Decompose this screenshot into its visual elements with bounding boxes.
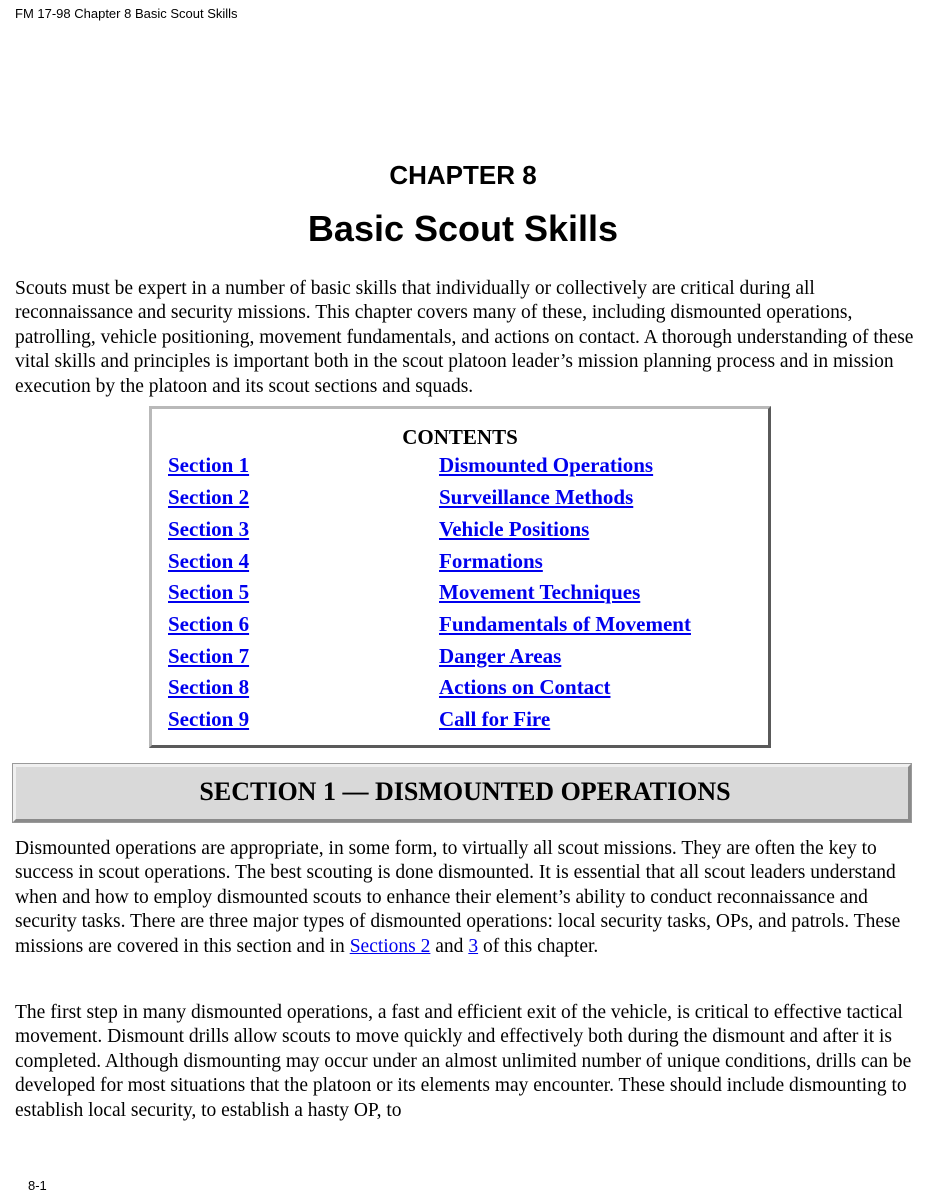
contents-row	[152, 644, 768, 674]
section-5-link[interactable]: Section 5	[168, 580, 250, 604]
danger-areas-link[interactable]: Danger Areas	[439, 644, 562, 668]
section-1-paragraph-1	[15, 837, 915, 959]
section-heading-band	[13, 764, 911, 822]
surveillance-methods-link[interactable]: Surveillance Methods	[439, 485, 634, 509]
paragraph-text: of this chapter.	[478, 935, 599, 957]
section-6-link[interactable]: Section 6	[168, 612, 250, 636]
section-7-link[interactable]: Section 7	[168, 644, 250, 668]
paragraph-text: and	[430, 935, 469, 957]
contents-row	[152, 517, 768, 547]
running-head: FM 17-98 Chapter 8 Basic Scout Skills	[15, 6, 238, 21]
contents-row	[152, 580, 768, 610]
section-8-link[interactable]: Section 8	[168, 675, 250, 699]
call-for-fire-link[interactable]: Call for Fire	[439, 707, 551, 731]
movement-techniques-link[interactable]: Movement Techniques	[439, 580, 641, 604]
formations-link[interactable]: Formations	[439, 549, 543, 573]
section-1-link[interactable]: Section 1	[168, 453, 250, 477]
contents-row	[152, 453, 768, 483]
vehicle-positions-link[interactable]: Vehicle Positions	[439, 517, 590, 541]
section-1-paragraph-2: The first step in many dismounted operations, a fast and efficient exit of the vehicle, is critical to effective tactical movement. Dismount drills allow scouts to move quickly and effectively both during the dismount and after it is completed. Although dismounting may occur under an almost unlimited number of unique conditions, drills can be developed for most situations that the platoon or its elements may encounter. These should include dismounting to establish local security, to establish a hasty OP, to	[15, 1002, 912, 1121]
chapter-label: CHAPTER 8	[389, 160, 537, 190]
section-3-link[interactable]: Section 3	[168, 517, 250, 541]
intro-paragraph: Scouts must be expert in a number of basic skills that individually or collectively are critical during all reconnaissance and security missions. This chapter covers many of these, including dismounted operations, patrolling, vehicle positioning, movement fundamentals, and actions on contact. A thorough understanding of these vital skills and principles is important both in the scout platoon leader’s mission planning process and in mission execution by the platoon and its scout sections and squads.	[15, 278, 914, 397]
section-4-link[interactable]: Section 4	[168, 549, 250, 573]
contents-row	[152, 675, 768, 705]
section-3-ref-link[interactable]: 3	[468, 935, 479, 957]
page-number: 8-1	[28, 1178, 47, 1193]
section-2-link[interactable]: Section 2	[168, 485, 250, 509]
contents-row	[152, 612, 768, 642]
sections-2-link[interactable]: Sections 2	[349, 935, 431, 957]
dismounted-operations-link[interactable]: Dismounted Operations	[439, 453, 654, 477]
chapter-title: Basic Scout Skills	[307, 208, 619, 249]
contents-row	[152, 707, 768, 737]
paragraph-text: Dismounted operations are appropriate, in some form, to virtually all scout missions. They are often the key to success in scout operations. The best scouting is done dismounted. It is essential that all scout leaders understand when and how to employ dismounted scouts to enhance their element’s ability to conduct reconnaissance and security tasks. There are three major types of dismounted operations: local security tasks, OPs, and patrols. These missions are covered in this section and in	[15, 838, 901, 957]
contents-row	[152, 549, 768, 579]
fundamentals-of-movement-link[interactable]: Fundamentals of Movement	[439, 612, 691, 636]
contents-row	[152, 485, 768, 515]
section-9-link[interactable]: Section 9	[168, 707, 250, 731]
section-heading: SECTION 1 — DISMOUNTED OPERATIONS	[199, 777, 731, 806]
contents-heading: CONTENTS	[402, 425, 518, 449]
contents-box	[149, 406, 771, 748]
actions-on-contact-link[interactable]: Actions on Contact	[439, 675, 611, 699]
